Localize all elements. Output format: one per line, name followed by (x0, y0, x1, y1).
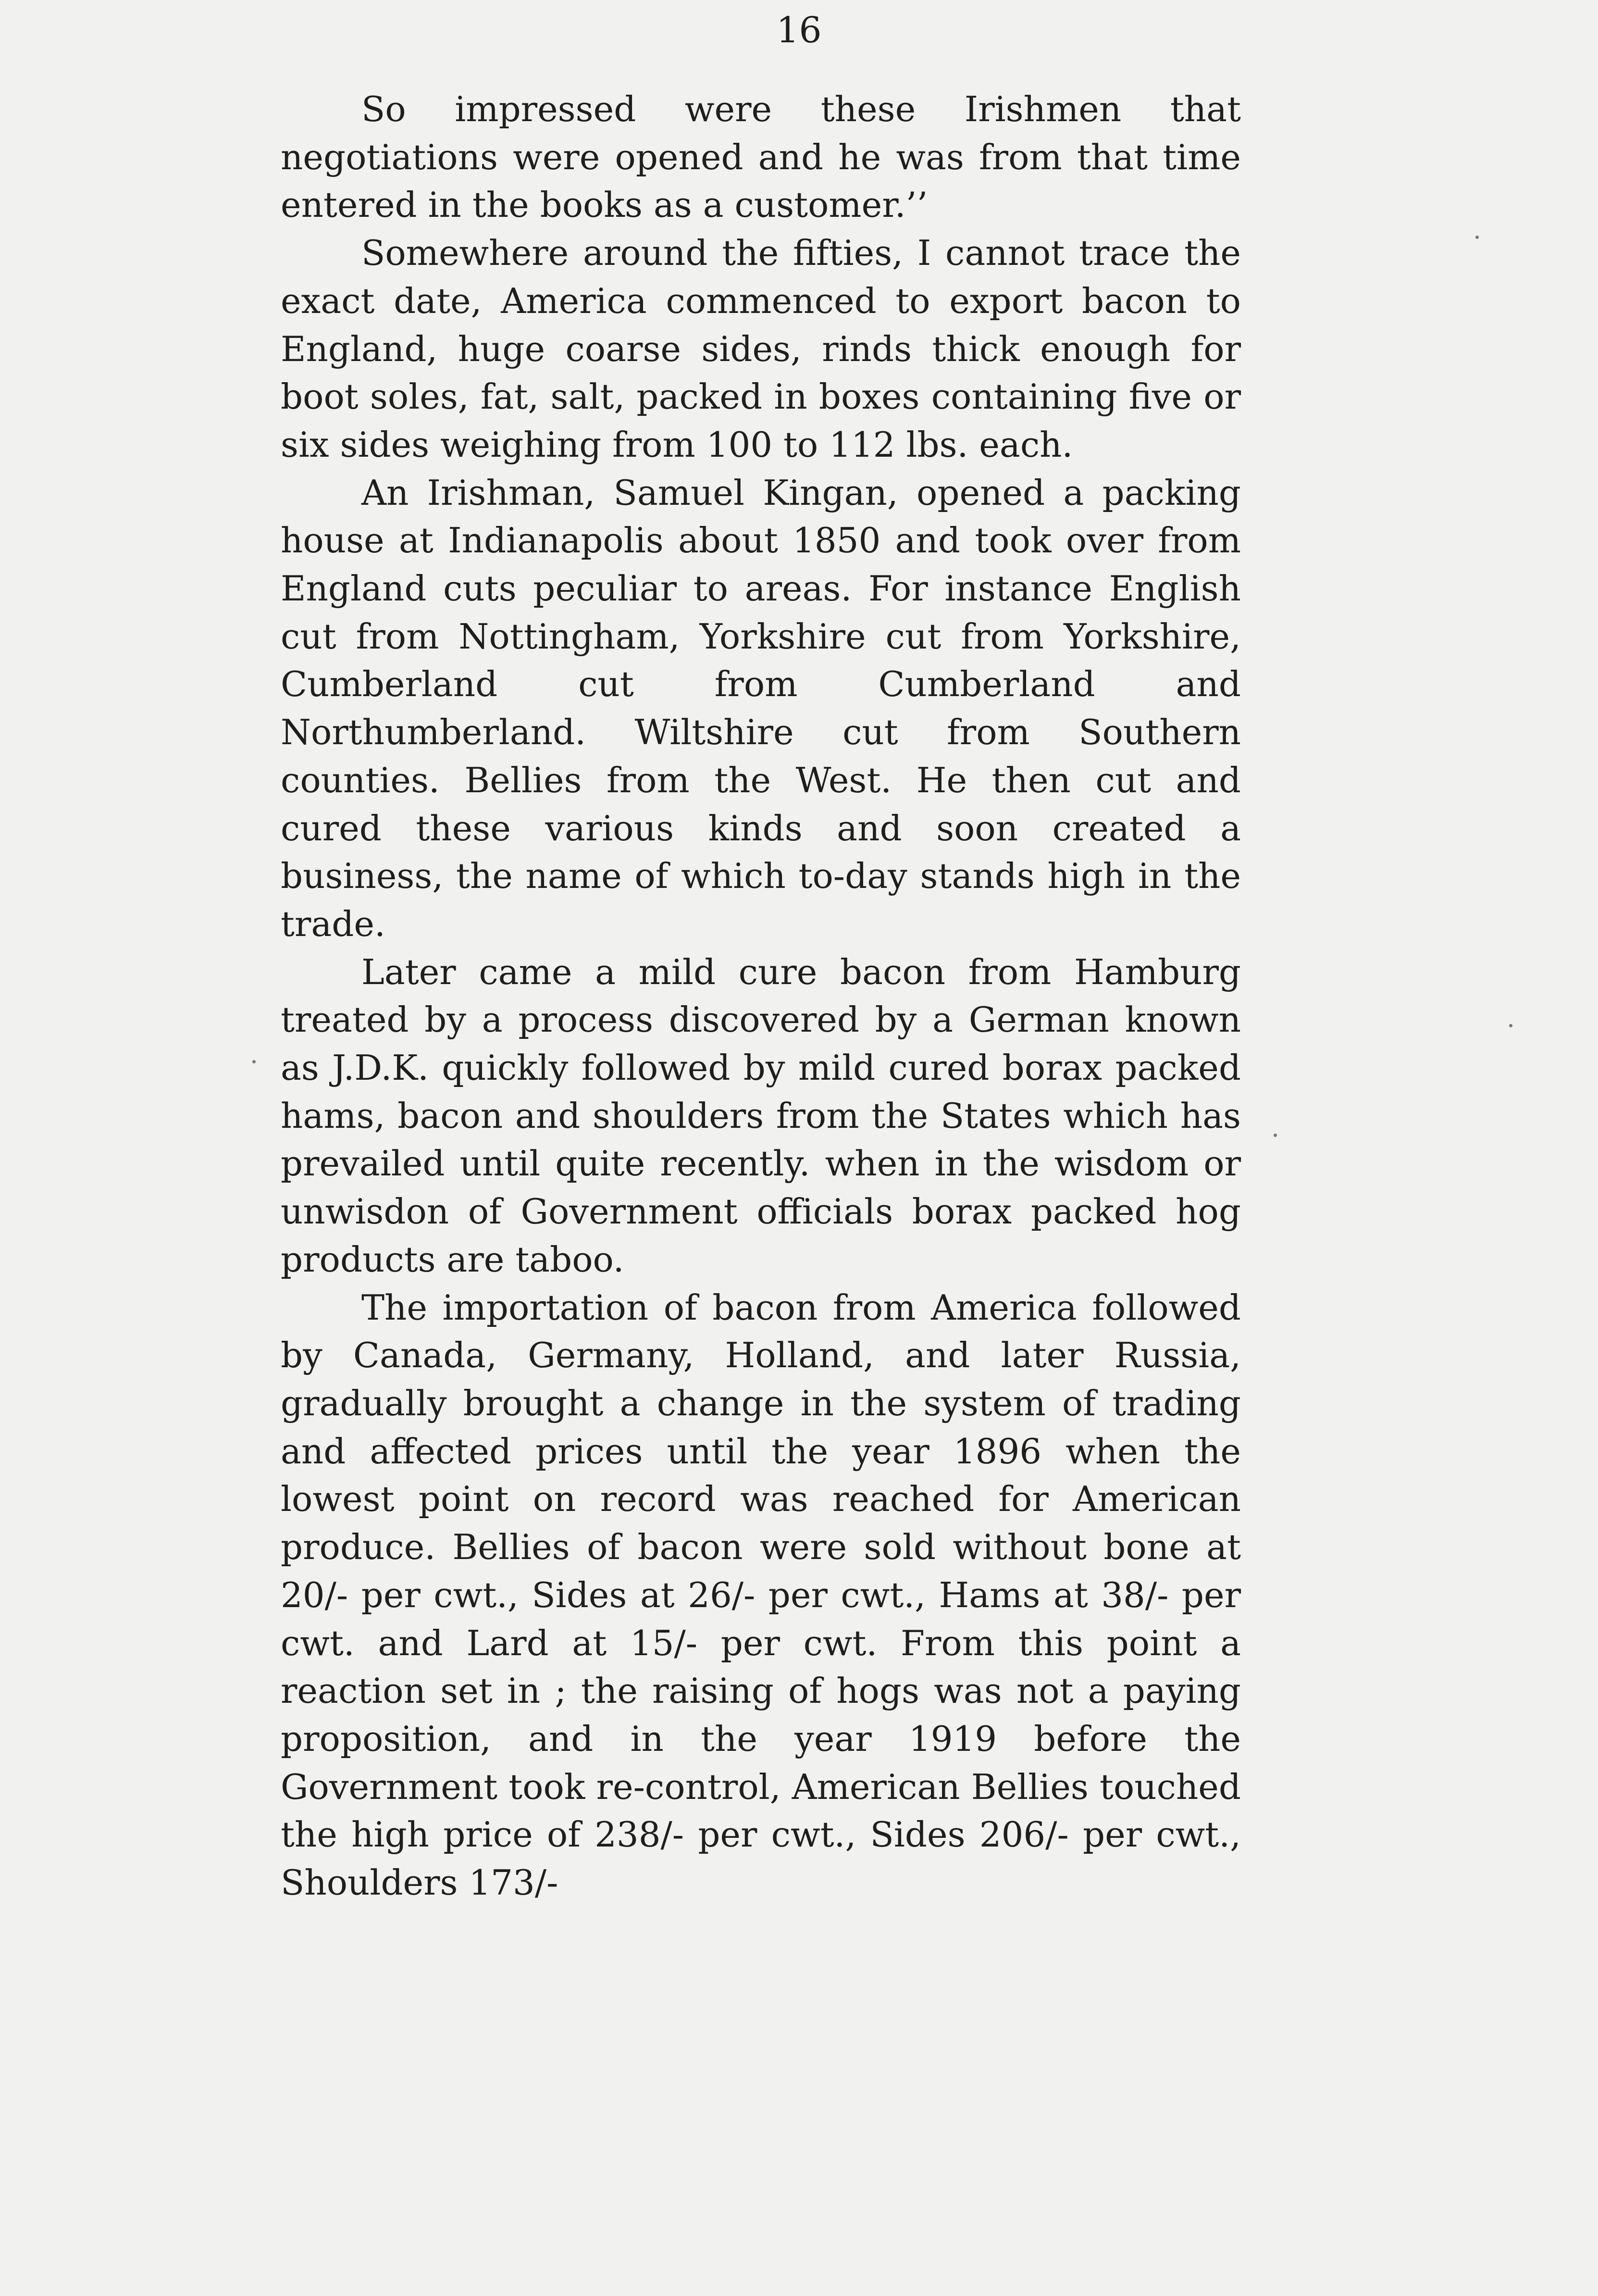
paper-speck (1475, 236, 1479, 239)
paragraph-2: Somewhere around the fifties, I cannot trace the exact date, America commenced to export bacon to England, huge coarse sides, rinds thick enough for boot soles, fat, salt, packed in boxes containing five or six sides weighing from 100 to 112 lbs. each. (281, 233, 1241, 465)
body-text (281, 86, 1241, 1907)
paragraph-5: The importation of bacon from America followed by Canada, Germany, Holland, and later Russia, gradually brought a change in the system of trading and affected prices until the year 1896 when the lowest point on record was reached for American produce. Bellies of bacon were sold without bone at 20/- per cwt., Sides at 26/- per cwt., Hams at 38/- per cwt. and Lard at 15/- per cwt. From this point a reaction set in ; the raising of hogs was not a paying proposition, and in the year 1919 before the Government took re-control, American Bellies touched the high price of 238/- per cwt., Sides 206/- per cwt., Shoulders 173/- (281, 1287, 1241, 1903)
paragraph-4: Later came a mild cure bacon from Hamburg treated by a process discovered by a German known as J.D.K. quickly followed by mild cured borax packed hams, bacon and shoulders from the States which has prevailed until quite recently. when in the wisdom or unwisdon of Government officials borax packed hog products are taboo. (281, 951, 1241, 1280)
paper-speck (1509, 1024, 1512, 1027)
page-number: 16 (776, 10, 822, 51)
paper-speck (252, 1060, 256, 1063)
paragraph-3: An Irishman, Samuel Kingan, opened a packing house at Indianapolis about 1850 and took over from England cuts peculiar to areas. For instance English cut from Nottingham, Yorkshire cut from Yorkshire, Cumberland cut from Cumberland and Northumberland. Wiltshire cut from Southern counties. Bellies from the West. He then cut and cured these various kinds and soon created a business, the name of which to-day stands high in the trade. (281, 472, 1241, 944)
paper-speck (1274, 1134, 1277, 1137)
paragraph-1: So impressed were these Irishmen that negotiations were opened and he was from that time entered in the books as a customer.’’ (281, 89, 1241, 225)
